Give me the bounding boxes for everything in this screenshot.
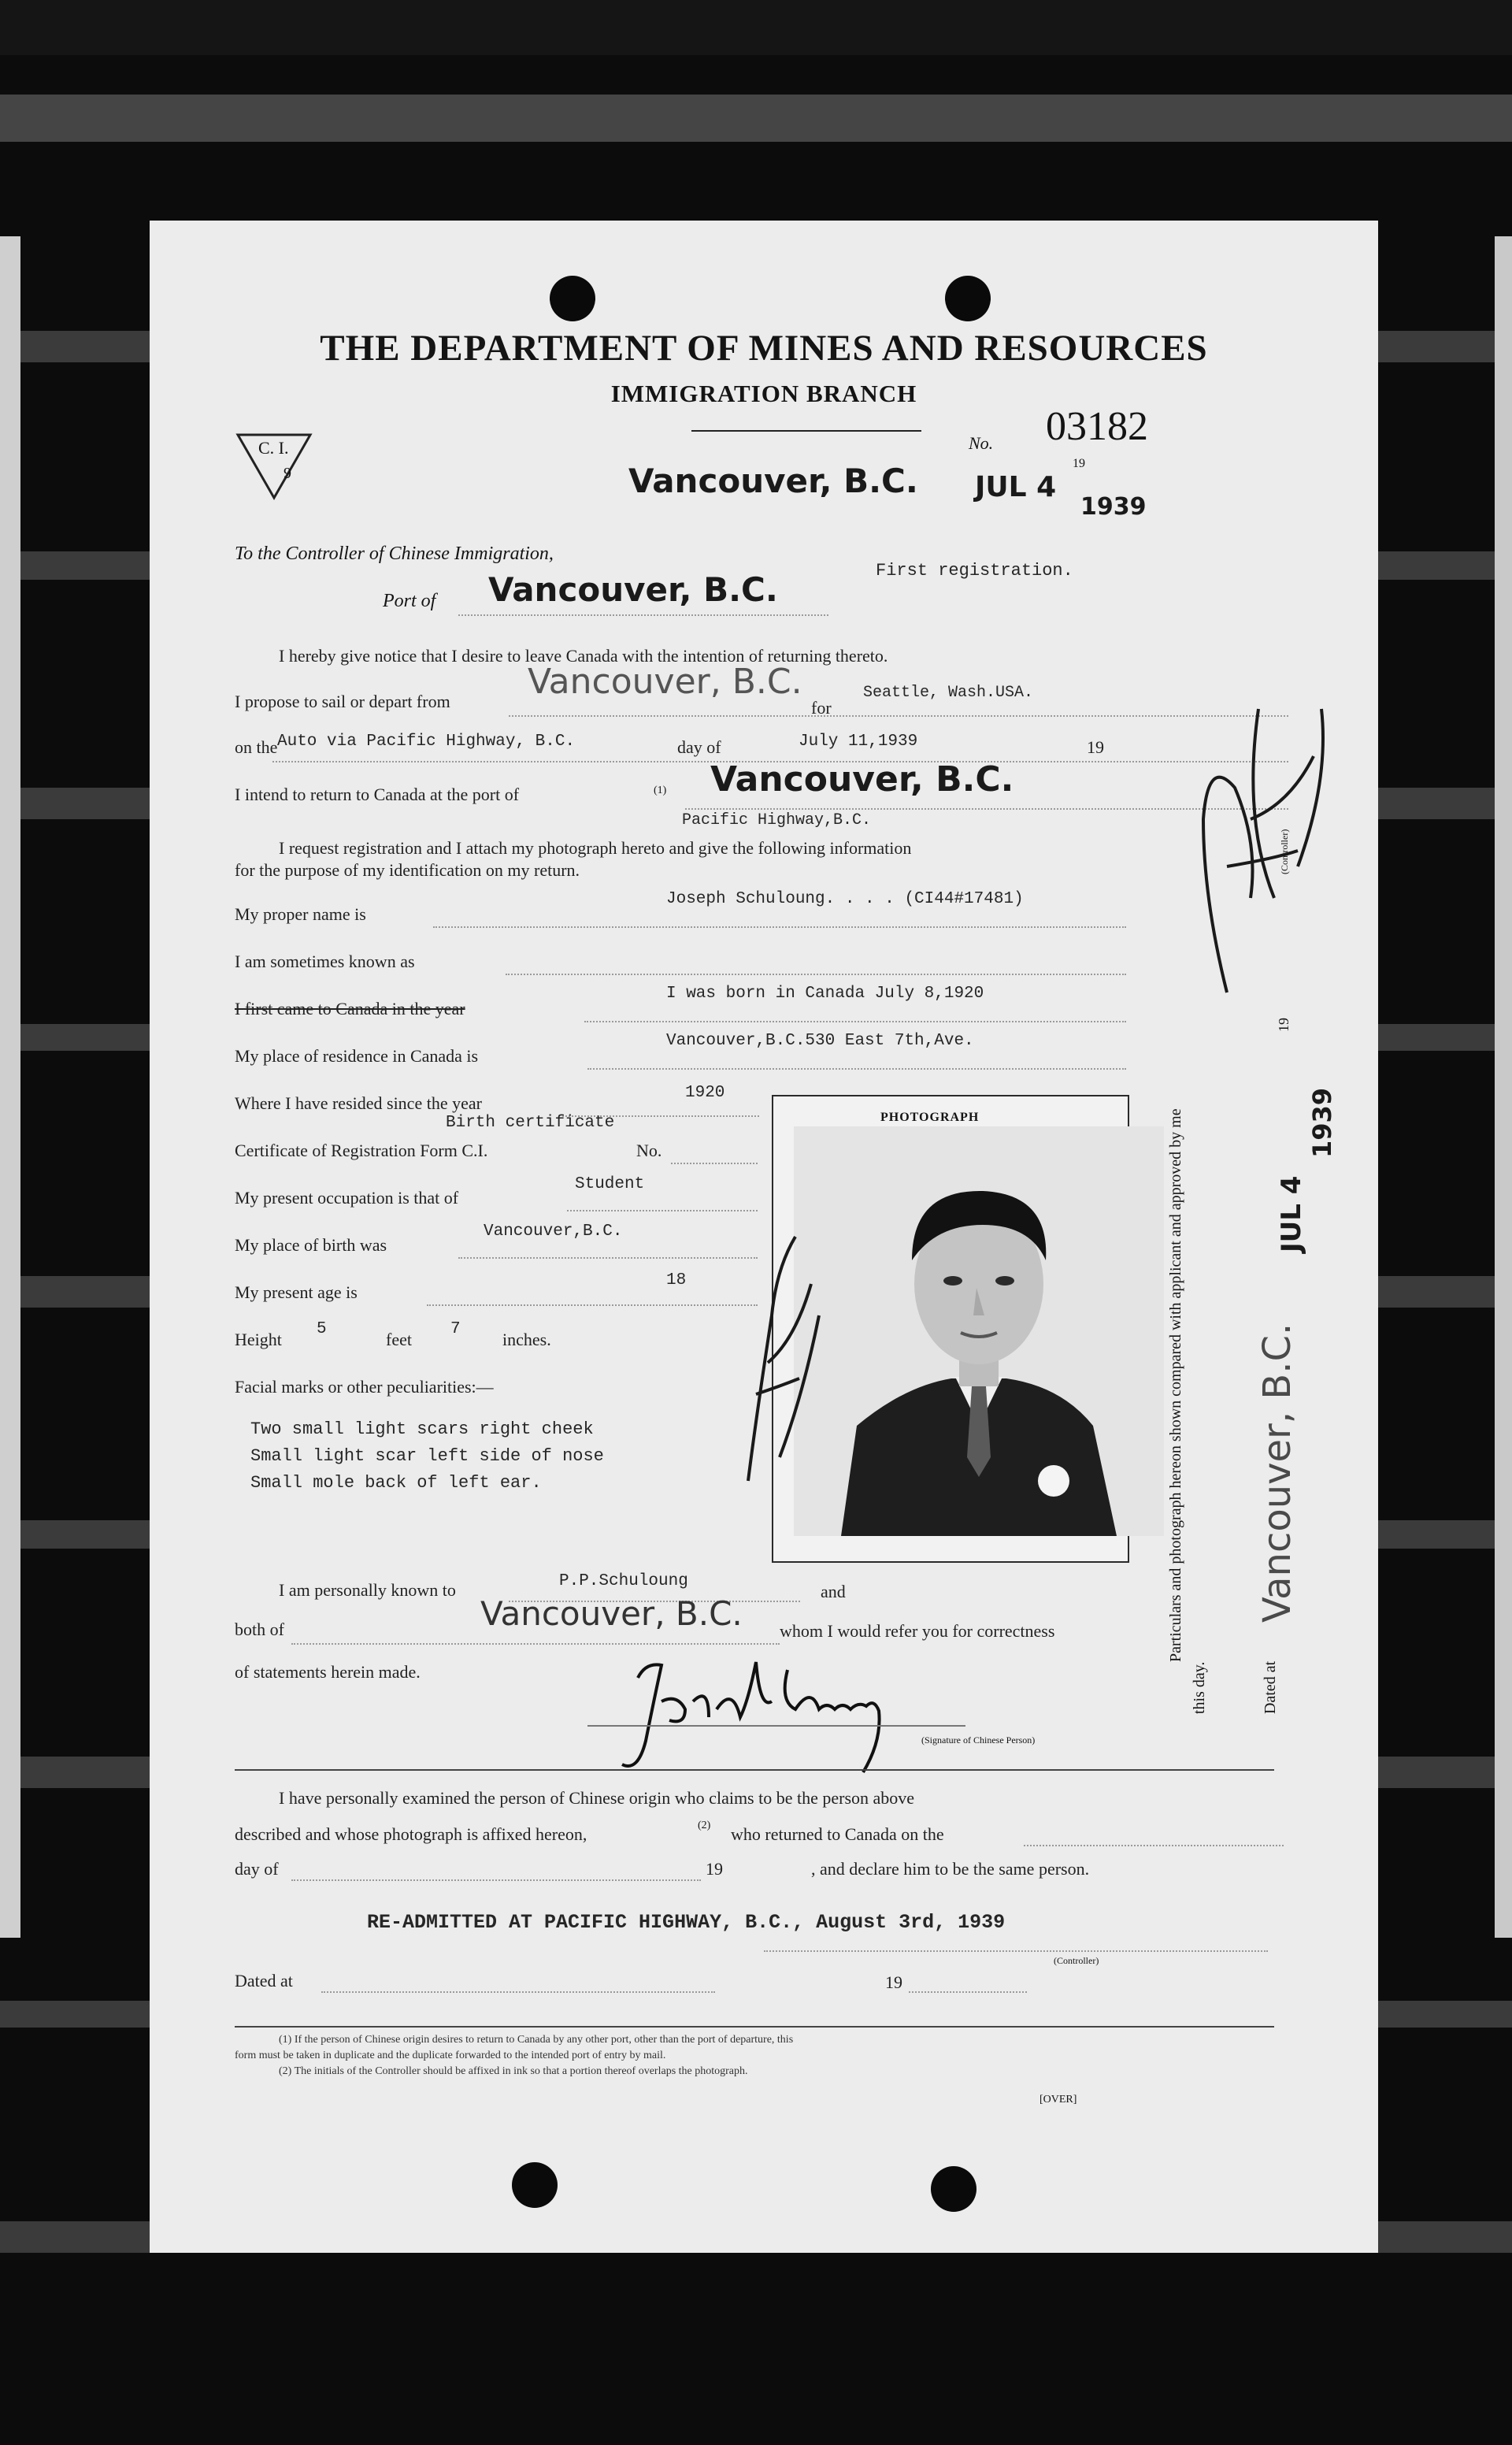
- age-label: My present age is: [235, 1282, 358, 1302]
- age: 18: [666, 1271, 687, 1289]
- no-label: No.: [969, 433, 994, 453]
- field-line: [584, 1021, 1126, 1022]
- depart-date: July 11,1939: [799, 733, 918, 751]
- on-label: on the: [235, 737, 278, 757]
- exam-ref: (2): [698, 1820, 711, 1831]
- statements-text: of statements herein made.: [235, 1662, 421, 1682]
- branch-title: IMMIGRATION BRANCH: [610, 380, 917, 407]
- day-label: day of: [677, 737, 721, 757]
- controller-caption: (Controller): [1054, 1955, 1099, 1966]
- known-to: P.P.Schuloung: [559, 1572, 688, 1590]
- field-line: [458, 1257, 758, 1259]
- field-line: [506, 974, 1126, 975]
- vessel: Auto via Pacific Highway, B.C.: [277, 733, 576, 751]
- field-line: [509, 715, 1288, 717]
- depart-from: Vancouver, B.C.: [528, 662, 802, 702]
- exam-line-2: described and whose photograph is affixed hereon,: [235, 1824, 587, 1844]
- field-line: [291, 1879, 701, 1881]
- first-came: I was born in Canada July 8,1920: [666, 985, 984, 1003]
- facial-label: Facial marks or other peculiarities:—: [235, 1377, 494, 1397]
- field-line: [291, 1643, 780, 1645]
- registration-note: First registration.: [876, 561, 1073, 581]
- side-place: Vancouver, B.C.: [1255, 1323, 1299, 1623]
- stamp-year: 1939: [1080, 493, 1147, 521]
- depart-label: I propose to sail or depart from: [235, 692, 450, 711]
- form-number: 03182: [1046, 404, 1148, 449]
- side-this-day: this day.: [1191, 1661, 1208, 1714]
- punch-hole: [945, 276, 991, 321]
- applicant-portrait: [794, 1126, 1164, 1536]
- return-ref: (1): [654, 785, 667, 796]
- stamp-year-small: 19: [1073, 457, 1085, 470]
- side-controller-initials: [1180, 662, 1337, 1008]
- applicant-photo: [794, 1126, 1164, 1536]
- immigration-form: [150, 221, 1378, 2253]
- place-stamp: Vancouver, B.C.: [628, 462, 918, 500]
- facial-line: Two small light scars right cheek: [250, 1419, 594, 1439]
- applicant-signature: [591, 1654, 937, 1780]
- height-inches: 7: [450, 1320, 461, 1338]
- return-port: Vancouver, B.C.: [710, 759, 1014, 800]
- dated-year: 19: [885, 1972, 902, 1992]
- inches-label: inches.: [502, 1330, 551, 1349]
- side-year: 1939: [1307, 1087, 1337, 1158]
- destination: Seattle, Wash.USA.: [863, 684, 1034, 702]
- exam-year: 19: [706, 1859, 723, 1879]
- return-port-sub: Pacific Highway,B.C.: [682, 811, 872, 829]
- form-code-top: C. I.: [258, 438, 289, 458]
- feet-label: feet: [386, 1330, 412, 1349]
- readmitted-stamp: RE-ADMITTED AT PACIFIC HIGHWAY, B.C., August 3rd, 1939: [367, 1911, 1006, 1934]
- field-line: [587, 1068, 1126, 1070]
- footnote-1b: form must be taken in duplicate and the duplicate forwarded to the intended port of entry by mail.: [235, 2050, 666, 2061]
- birthplace-label: My place of birth was: [235, 1235, 387, 1255]
- height-label: Height: [235, 1330, 282, 1349]
- resided-since-label: Where I have resided since the year: [235, 1093, 482, 1113]
- certificate-type: Birth certificate: [446, 1114, 615, 1132]
- film-band: [0, 95, 1512, 142]
- and-label: and: [821, 1582, 846, 1601]
- exam-day-label: day of: [235, 1859, 279, 1879]
- side-dated-at: Dated at: [1262, 1660, 1279, 1714]
- field-line: [427, 1304, 758, 1306]
- department-title: THE DEPARTMENT OF MINES AND RESOURCES: [320, 328, 1208, 369]
- exam-line-3-end: , and declare him to be the same person.: [811, 1859, 1090, 1879]
- exam-line-1: I have personally examined the person of Chinese origin who claims to be the person above: [279, 1788, 915, 1808]
- proper-name-label: My proper name is: [235, 904, 366, 924]
- birthplace: Vancouver,B.C.: [484, 1222, 623, 1241]
- side-controller: (Controller): [1279, 829, 1290, 874]
- side-particulars: Particulars and photograph hereon shown compared with applicant and approved by me: [1167, 1108, 1184, 1662]
- side-date: JUL 4: [1276, 1175, 1307, 1252]
- field-line: [458, 614, 828, 616]
- field-line: [909, 1991, 1027, 1993]
- field-line: [321, 1991, 715, 1993]
- resided-since: 1920: [685, 1084, 725, 1102]
- occupation: Student: [575, 1175, 645, 1193]
- section-rule: [235, 1769, 1274, 1771]
- residence: Vancouver,B.C.530 East 7th,Ave.: [666, 1032, 974, 1050]
- signature-line: [587, 1725, 965, 1727]
- height-feet: 5: [317, 1320, 327, 1338]
- punch-hole: [512, 2162, 558, 2208]
- signature-caption: (Signature of Chinese Person): [921, 1735, 1036, 1746]
- port-value: Vancouver, B.C.: [488, 570, 778, 609]
- facial-line: Small light scar left side of nose: [250, 1446, 604, 1466]
- field-line: [764, 1950, 1268, 1952]
- certificate-no-label: No.: [636, 1141, 662, 1160]
- photo-label: PHOTOGRAPH: [880, 1111, 980, 1124]
- footnote-rule: [235, 2026, 1274, 2028]
- adjacent-frame-edge: [1495, 236, 1512, 1938]
- footnote-2: (2) The initials of the Controller should be affixed in ink so that a portion thereof overlaps the photograph.: [279, 2065, 748, 2077]
- for-label: for: [811, 698, 832, 718]
- both-of-label: both of: [235, 1619, 284, 1639]
- alias-label: I am sometimes known as: [235, 952, 415, 971]
- footnote-1: (1) If the person of Chinese origin desires to return to Canada by any other port, other than the port of departure, this: [279, 2034, 794, 2046]
- field-line: [1024, 1845, 1284, 1846]
- certificate-label: Certificate of Registration Form C.I.: [235, 1141, 488, 1160]
- both-of: Vancouver, B.C.: [480, 1594, 743, 1633]
- proper-name: Joseph Schuloung. . . . (CI44#17481): [666, 890, 1024, 908]
- residence-label: My place of residence in Canada is: [235, 1046, 479, 1066]
- known-to-label: I am personally known to: [279, 1580, 456, 1600]
- return-label: I intend to return to Canada at the port of: [235, 785, 520, 804]
- form-code-num: 9: [284, 465, 291, 482]
- side-year-prefix: 19: [1276, 1018, 1292, 1032]
- exam-line-2b: who returned to Canada on the: [731, 1824, 944, 1844]
- adjacent-frame-edge: [0, 236, 20, 1938]
- occupation-label: My present occupation is that of: [235, 1188, 459, 1208]
- field-line: [433, 926, 1126, 928]
- field-line: [671, 1163, 758, 1164]
- title-rule: [691, 430, 921, 432]
- facial-line: Small mole back of left ear.: [250, 1473, 542, 1493]
- notice-text: I hereby give notice that I desire to leave Canada with the intention of returning thereto.: [279, 646, 888, 666]
- punch-hole: [550, 276, 595, 321]
- year-label: 19: [1087, 737, 1104, 757]
- punch-hole: [931, 2166, 976, 2212]
- port-label: Port of: [383, 591, 436, 611]
- dated-label: Dated at: [235, 1971, 293, 1991]
- refer-text: whom I would refer you for correctness: [780, 1621, 1055, 1641]
- request-text-2: for the purpose of my identification on my return.: [235, 860, 580, 880]
- film-band: [0, 0, 1512, 55]
- form-ref: [OVER]: [1040, 2094, 1077, 2106]
- first-came-label: I first came to Canada in the year: [235, 999, 465, 1018]
- field-line: [567, 1210, 758, 1211]
- addressee-line: To the Controller of Chinese Immigration,: [235, 544, 554, 564]
- date-stamp: JUL 4: [975, 471, 1057, 503]
- controller-initials: [724, 1221, 835, 1489]
- request-text: I request registration and I attach my photograph hereto and give the following information: [279, 838, 912, 858]
